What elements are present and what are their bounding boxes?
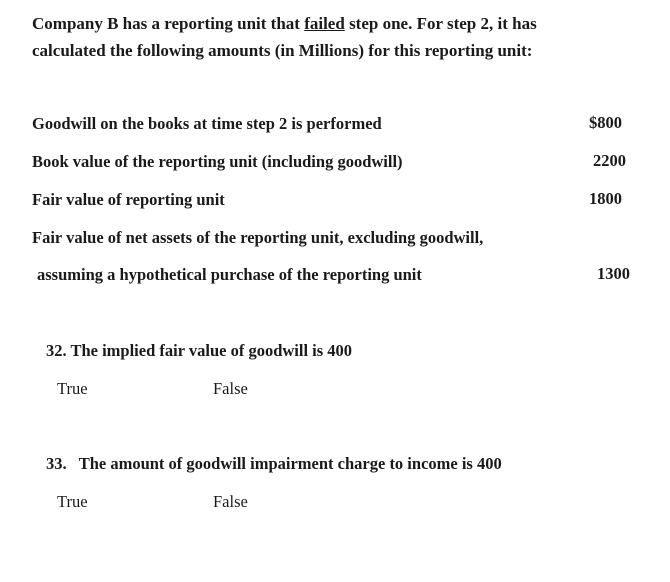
question-33 bbox=[46, 454, 502, 474]
question-33-option-true[interactable]: True bbox=[57, 492, 88, 511]
intro-line-2: calculated the following amounts (in Millions) for this reporting unit: bbox=[32, 41, 533, 60]
item-net-assets-label: Fair value of net assets of the reporting unit, excluding goodwill, bbox=[32, 228, 484, 247]
question-32-text: The implied fair value of goodwill is 400 bbox=[70, 341, 353, 360]
question-32 bbox=[46, 341, 352, 361]
item-net-assets-value: 1300 bbox=[597, 264, 630, 283]
intro-line-1 bbox=[32, 10, 537, 37]
question-32-option-false[interactable]: False bbox=[213, 379, 248, 398]
intro-text-start: Company B has a reporting unit that bbox=[32, 14, 305, 33]
intro-failed-underlined: failed bbox=[304, 14, 345, 33]
intro-text-end: step one. For step 2, it has bbox=[344, 14, 537, 33]
question-32-number: 32. bbox=[46, 341, 67, 360]
item-goodwill-label: Goodwill on the books at time step 2 is performed bbox=[32, 114, 382, 133]
item-book-value-label: Book value of the reporting unit (including goodwill) bbox=[32, 152, 403, 171]
question-32-option-true[interactable]: True bbox=[57, 379, 88, 398]
item-fair-value-value: 1800 bbox=[589, 189, 622, 208]
item-net-assets-label-line2: assuming a hypothetical purchase of the reporting unit bbox=[37, 265, 422, 284]
item-fair-value-label: Fair value of reporting unit bbox=[32, 190, 225, 209]
item-book-value-value: 2200 bbox=[593, 151, 626, 170]
item-goodwill-value: $800 bbox=[589, 113, 622, 132]
question-33-option-false[interactable]: False bbox=[213, 492, 248, 511]
question-33-number: 33. bbox=[46, 454, 67, 473]
question-33-text: The amount of goodwill impairment charge to income is 400 bbox=[78, 454, 502, 473]
